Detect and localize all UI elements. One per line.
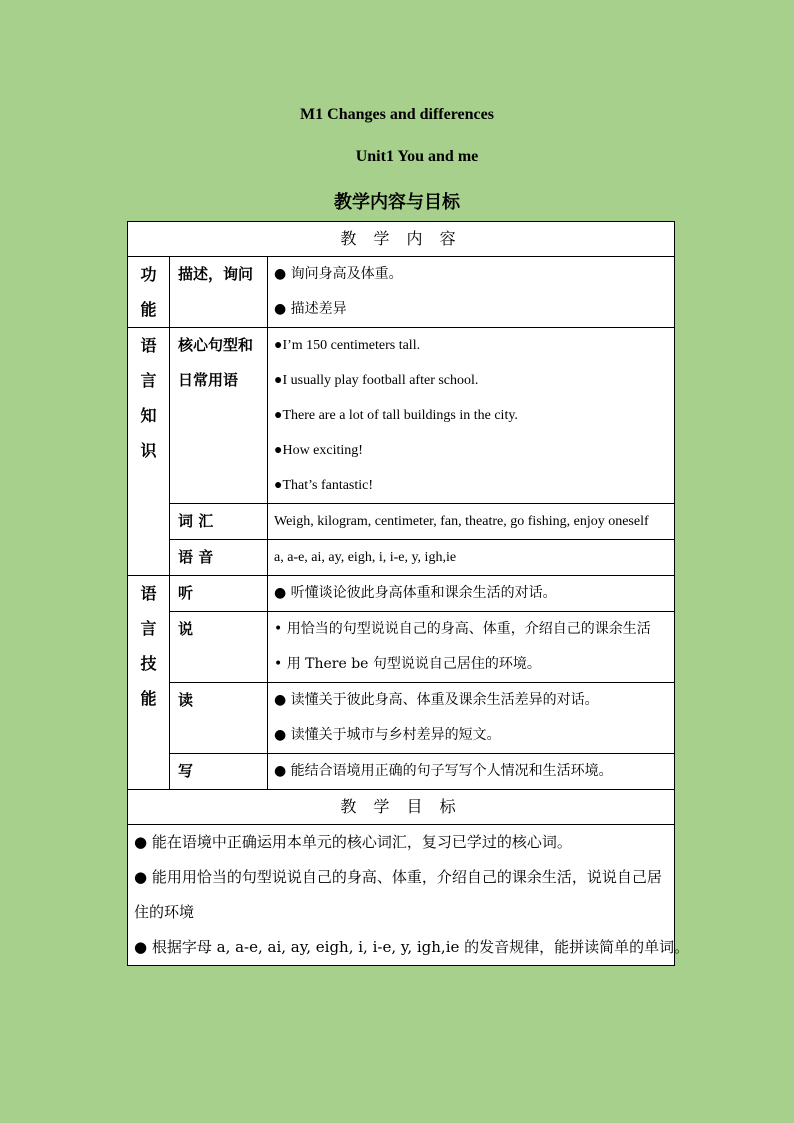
vocabulary-text: Weigh, kilogram, centimeter, fan, theatre, go fishing, enjoy oneself xyxy=(268,504,675,540)
section-title: 教学内容与目标 xyxy=(334,192,460,213)
content-objectives-table xyxy=(127,221,690,966)
content-header-row xyxy=(128,222,675,257)
function-items xyxy=(268,257,675,328)
list-item: ●That’s fantastic! xyxy=(274,478,374,493)
speaking-row xyxy=(128,612,675,683)
reading-items xyxy=(268,683,675,754)
core-sentences-row xyxy=(128,328,675,504)
listening-items xyxy=(268,576,675,612)
reading-row xyxy=(128,683,675,754)
list-item: ●I’m 150 centimeters tall. xyxy=(274,338,421,353)
module-title: M1 Changes and differences xyxy=(300,106,494,123)
function-category: 功 能 xyxy=(128,257,170,328)
writing-items xyxy=(268,754,675,790)
list-item: ● 读懂关于彼此身高、体重及课余生活差异的对话。 xyxy=(274,692,599,708)
phonics-label: 语 音 xyxy=(170,540,268,576)
core-sentences-label: 核心句型和 日常用语 xyxy=(170,328,268,504)
list-item: ● 听懂谈论彼此身高体重和课余生活的对话。 xyxy=(274,585,557,601)
core-sentences-items xyxy=(268,328,675,504)
listening-label: 听 xyxy=(170,576,268,612)
content-header: 教 学 内 容 xyxy=(128,222,675,257)
vocabulary-row xyxy=(128,504,675,540)
list-item: ● 能在语境中正确运用本单元的核心词汇，复习已学过的核心词。 xyxy=(134,833,572,851)
lesson-table xyxy=(127,221,690,966)
writing-row xyxy=(128,754,675,790)
objectives-row xyxy=(128,825,675,966)
objectives-header-row xyxy=(128,790,675,825)
function-row xyxy=(128,257,675,328)
reading-label: 读 xyxy=(170,683,268,754)
vocabulary-label: 词 汇 xyxy=(170,504,268,540)
list-item: ● 读懂关于城市与乡村差异的短文。 xyxy=(274,727,501,743)
unit-title: Unit1 You and me xyxy=(355,148,479,165)
language-knowledge-category: 语 言 知 识 xyxy=(128,328,170,576)
objectives-items xyxy=(128,825,690,966)
list-item: ● 描述差异 xyxy=(274,301,347,317)
list-item: ●There are a lot of tall buildings in the city. xyxy=(274,408,518,423)
phonics-row xyxy=(128,540,675,576)
list-item: ● 能用用恰当的句型说说自己的身高、体重，介绍自己的课余生活，说说自己居住的环境 xyxy=(134,868,662,921)
list-item: • 用恰当的句型说说自己的身高、体重，介绍自己的课余生活 xyxy=(274,621,651,637)
phonics-text: a, a-e, ai, ay, eigh, i, i-e, y, igh,ie xyxy=(268,540,675,576)
objectives-header: 教 学 目 标 xyxy=(128,790,675,825)
list-item: • 用 There be 句型说说自己居住的环境。 xyxy=(274,656,541,672)
list-item: ● 根据字母 a, a-e, ai, ay, eigh, i, i-e, y, igh,ie 的发音规律，能拼读简单的单词。 xyxy=(134,938,690,956)
language-skills-category: 语 言 技 能 xyxy=(128,576,170,790)
function-label: 描述，询问 xyxy=(170,257,268,328)
list-item: ● 能结合语境用正确的句子写写个人情况和生活环境。 xyxy=(274,763,613,779)
writing-label: 写 xyxy=(170,754,268,790)
speaking-label: 说 xyxy=(170,612,268,683)
list-item: ●I usually play football after school. xyxy=(274,373,479,388)
list-item: ●How exciting! xyxy=(274,443,363,458)
speaking-items xyxy=(268,612,675,683)
list-item: ● 询问身高及体重。 xyxy=(274,266,403,282)
listening-row xyxy=(128,576,675,612)
